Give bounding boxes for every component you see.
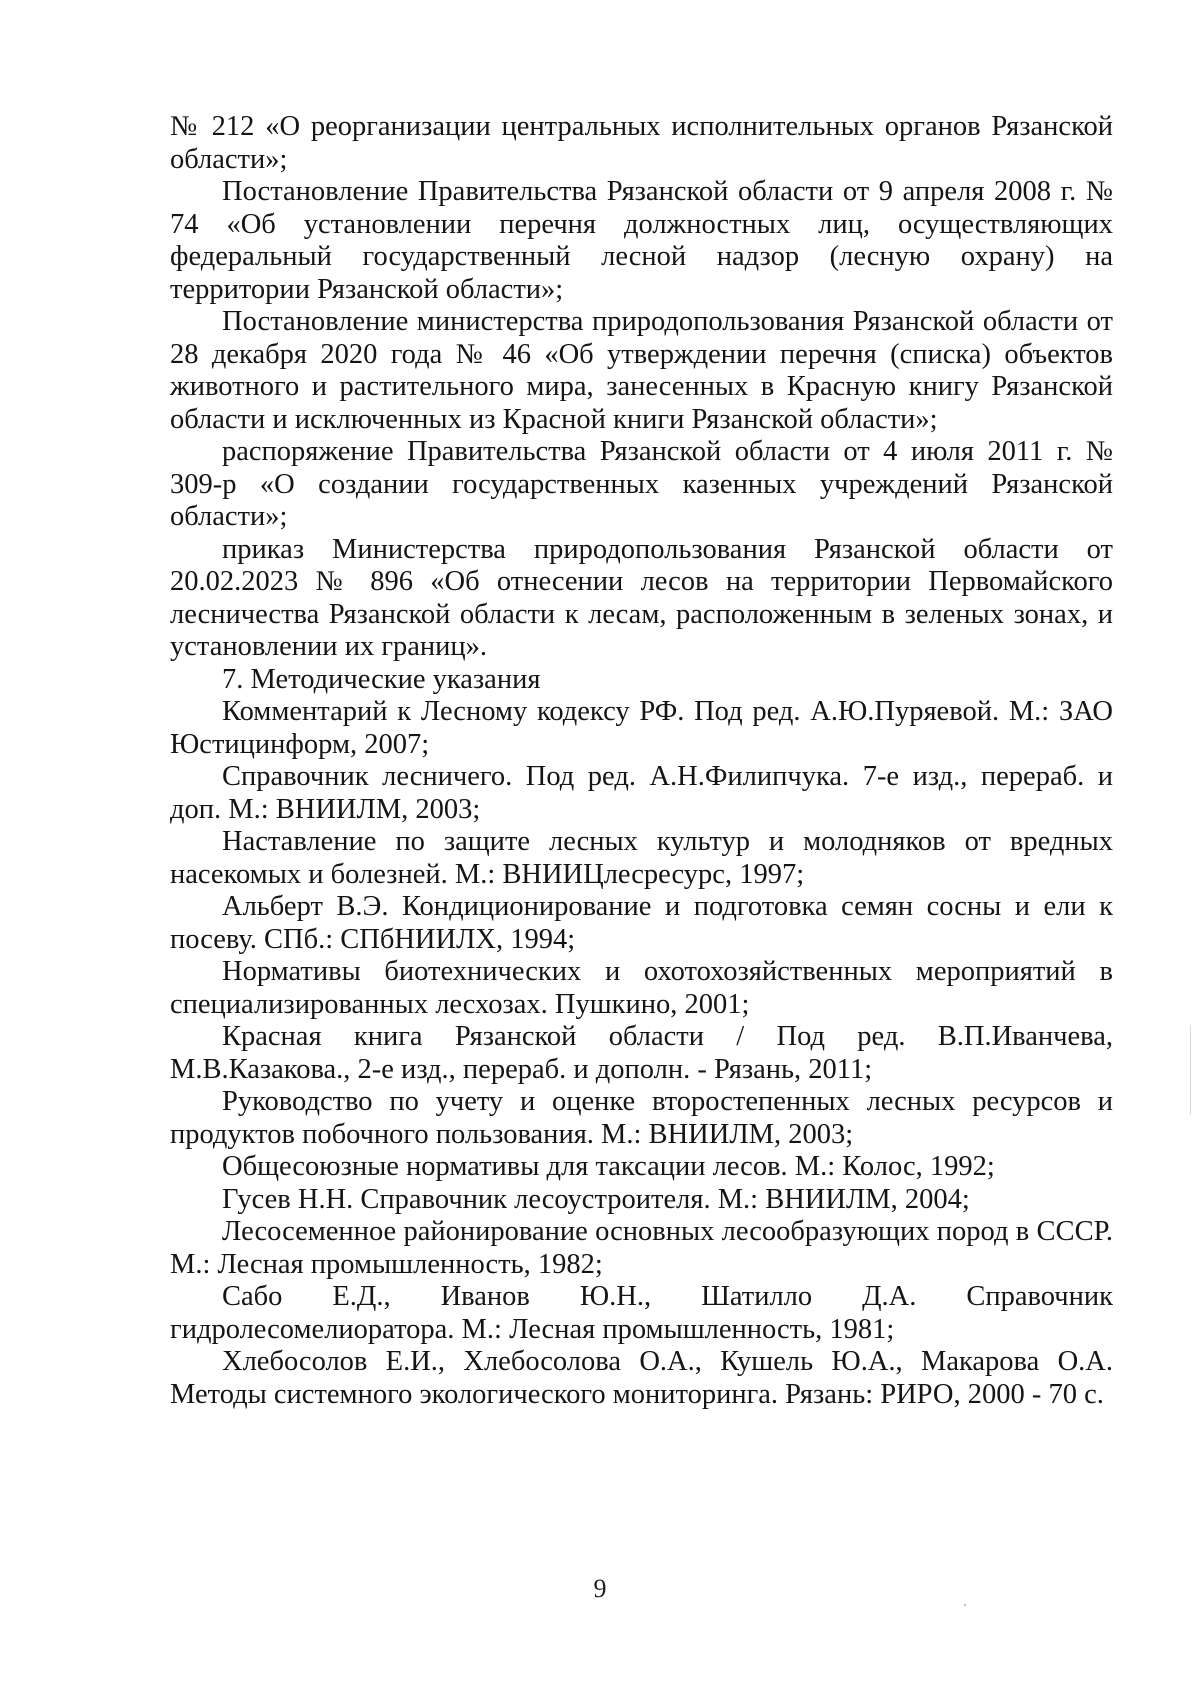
reference-item: Красная книга Рязанской области / Под ред. В.П.Иванчева, М.В.Казакова., 2-е изд., перераб. и дополн. - Рязань, 2011;: [170, 1021, 1113, 1085]
reference-item: Нормативы биотехнических и охотохозяйственных мероприятий в специализированных лесхозах. Пушкино, 2001;: [170, 956, 1113, 1020]
reference-item: Общесоюзные нормативы для таксации лесов. М.: Колос, 1992;: [222, 1151, 995, 1182]
paragraph-order-2011: распоряжение Правительства Рязанской области от 4 июля 2011 г. № 309-р «О создании государственных казенных учреждений Рязанской области»;: [170, 436, 1113, 532]
document-body: [170, 111, 1113, 1411]
reference-item: Хлебосолов Е.И., Хлебосолова О.А., Кушель Ю.А., Макарова О.А. Методы системного экологического мониторинга. Рязань: РИРО, 2000 - 70 с.: [170, 1346, 1113, 1410]
scan-speck: [1190, 1025, 1191, 1115]
reference-item: Лесосеменное районирование основных лесообразующих пород в СССР. М.: Лесная промышленность, 1982;: [170, 1216, 1113, 1280]
paragraph-ministry-order-2023: приказ Министерства природопользования Рязанской области от 20.02.2023 № 896 «Об отнесении лесов на территории Первомайского лесничества Рязанской области к лесам, расположенным в зеленых зонах, и установлении их границ».: [170, 533, 1113, 662]
scan-speck: [964, 1604, 966, 1606]
reference-item: Руководство по учету и оценке второстепенных лесных ресурсов и продуктов побочного пользования. М.: ВНИИЛМ, 2003;: [170, 1086, 1113, 1150]
paragraph-ministry-decree-2020: Постановление министерства природопользования Рязанской области от 28 декабря 2020 года № 46 «Об утверждении перечня (списка) объектов животного и растительного мира, занесенных в Красную книгу Рязанской области и исключенных из Красной книги Рязанской области»;: [170, 306, 1113, 435]
reference-item: Наставление по защите лесных культур и молодняков от вредных насекомых и болезней. М.: ВНИИЦлесресурс, 1997;: [170, 826, 1113, 890]
page-number: 9: [593, 1574, 607, 1603]
reference-item: Сабо Е.Д., Иванов Ю.Н., Шатилло Д.А. Справочник гидролесомелиоратора. М.: Лесная промышленность, 1981;: [170, 1281, 1113, 1345]
reference-item: Справочник лесничего. Под ред. А.Н.Филипчука. 7-е изд., перераб. и доп. М.: ВНИИЛМ, 2003;: [170, 761, 1113, 825]
paragraph-decree-2008: Постановление Правительства Рязанской области от 9 апреля 2008 г. № 74 «Об установлении перечня должностных лиц, осуществляющих федеральный государственный лесной надзор (лесную охрану) на территории Рязанской области»;: [170, 176, 1113, 305]
reference-item: Гусев Н.Н. Справочник лесоустроителя. М.: ВНИИЛМ, 2004;: [222, 1183, 970, 1215]
paragraph-continuation: № 212 «О реорганизации центральных исполнительных органов Рязанской области»;: [170, 111, 1113, 175]
section-heading-methodical-guidelines: 7. Методические указания: [222, 663, 541, 695]
reference-item: Комментарий к Лесному кодексу РФ. Под ред. А.Ю.Пуряевой. М.: ЗАО Юстицинформ, 2007;: [170, 696, 1113, 760]
reference-item: Альберт В.Э. Кондиционирование и подготовка семян сосны и ели к посеву. СПб.: СПбНИИЛХ, 1994;: [170, 891, 1113, 955]
